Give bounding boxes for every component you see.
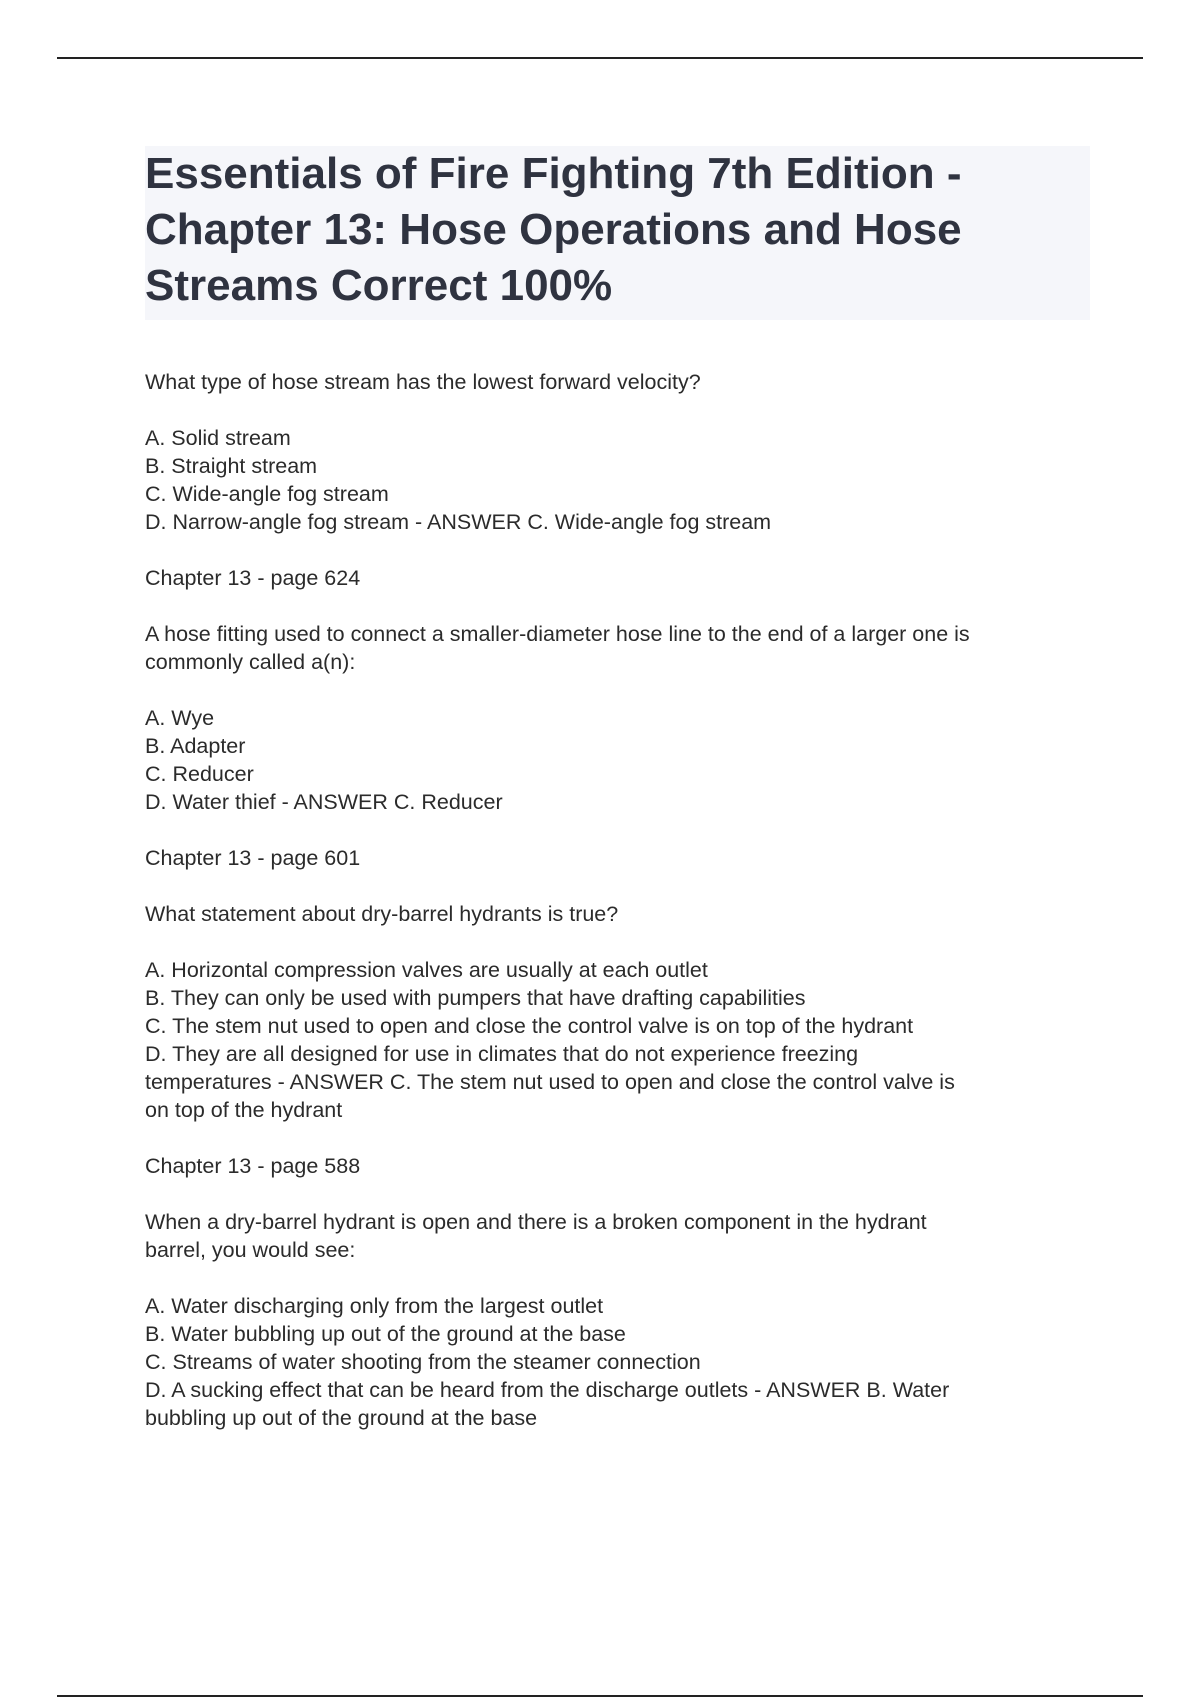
question-text: A hose fitting used to connect a smaller-diameter hose line to the end of a larger one is commonly called a(n): xyxy=(145,622,970,674)
question-block xyxy=(145,368,1090,592)
bottom-rule xyxy=(57,1695,1143,1697)
question-list xyxy=(145,368,1090,1432)
question-block xyxy=(145,1208,1090,1432)
answer-options: A. Wye B. Adapter C. Reducer D. Water thief - ANSWER C. Reducer xyxy=(145,706,503,814)
page-reference: Chapter 13 - page 588 xyxy=(145,1154,361,1178)
question-text: What type of hose stream has the lowest forward velocity? xyxy=(145,370,701,394)
answer-options: A. Water discharging only from the largest outlet B. Water bubbling up out of the ground at the base C. Streams of water shooting from the steamer connection D. A sucking effect that can be heard from the discharge outlets - ANSWER B. Water bubbling up out of the ground at the base xyxy=(145,1294,950,1430)
question-text: When a dry-barrel hydrant is open and there is a broken component in the hydrant barrel, you would see: xyxy=(145,1210,927,1262)
page-reference: Chapter 13 - page 601 xyxy=(145,846,361,870)
question-text: What statement about dry-barrel hydrants is true? xyxy=(145,902,619,926)
question-block xyxy=(145,900,1090,1180)
document-title: Essentials of Fire Fighting 7th Edition - Chapter 13: Hose Operations and Hose Streams Correct 100% xyxy=(145,146,1090,320)
document-body xyxy=(145,146,1090,1460)
top-rule xyxy=(57,57,1143,59)
page-reference: Chapter 13 - page 624 xyxy=(145,566,361,590)
answer-options: A. Solid stream B. Straight stream C. Wide-angle fog stream D. Narrow-angle fog stream - ANSWER C. Wide-angle fog stream xyxy=(145,426,772,534)
answer-options: A. Horizontal compression valves are usually at each outlet B. They can only be used with pumpers that have drafting capabilities C. The stem nut used to open and close the control valve is on top of the hydrant D. They are all designed for use in climates that do not experience freezing temperatures - ANSWER C. The stem nut used to open and close the control valve is on top of the hydrant xyxy=(145,958,955,1122)
question-block xyxy=(145,620,1090,872)
